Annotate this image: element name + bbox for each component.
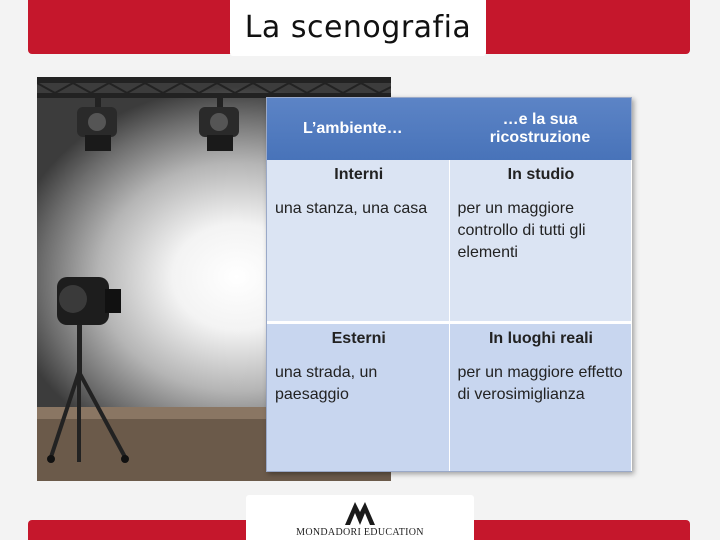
spotlight-icon (77, 97, 117, 151)
spotlight-icon (199, 97, 239, 151)
table-row (267, 196, 631, 322)
label-interni: Interni (267, 160, 449, 196)
slide-title: La scenografia (244, 10, 472, 45)
header-ambiente: L’ambiente… (267, 98, 449, 160)
brand-name: MONDADORI EDUCATION (296, 527, 424, 538)
comparison-table (266, 97, 632, 472)
label-esterni: Esterni (267, 322, 449, 360)
desc-in-luoghi-reali: per un maggiore effetto di verosimiglianza (449, 360, 631, 472)
label-in-studio: In studio (449, 160, 631, 196)
label-in-luoghi-reali: In luoghi reali (449, 322, 631, 360)
mondadori-logo-icon (343, 500, 377, 526)
table-row (267, 160, 631, 196)
desc-interni: una stanza, una casa (267, 196, 449, 322)
header-ricostruzione: …e la sua ricostruzione (449, 98, 631, 160)
table-row (267, 360, 631, 472)
desc-esterni: una strada, un paesaggio (267, 360, 449, 472)
table-row (267, 322, 631, 360)
table-header-row (267, 98, 631, 160)
desc-in-studio: per un maggiore controllo di tutti gli elementi (449, 196, 631, 322)
